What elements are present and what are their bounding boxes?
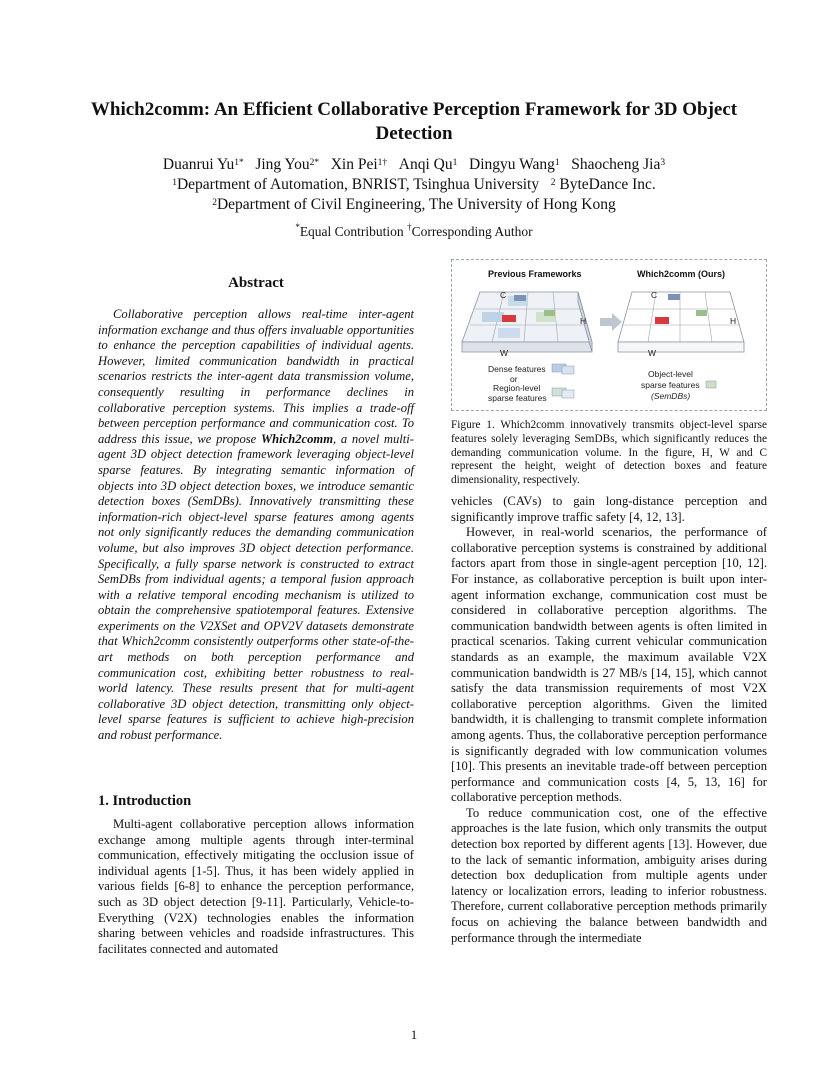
contribution-note: *Equal Contribution †Corresponding Author — [295, 222, 533, 239]
object-feature-grid — [618, 292, 744, 352]
author-name: Duanrui Yu — [162, 156, 235, 173]
author-block — [60, 155, 768, 215]
legend-object-label-1: Object-level — [648, 369, 693, 379]
figure-diagram — [452, 260, 766, 410]
author-list — [60, 155, 768, 175]
w-label-left: W — [500, 348, 509, 358]
abstract-heading: Abstract — [228, 275, 284, 291]
figure-right-title: Which2comm (Ours) — [637, 269, 726, 279]
author-affiliation-mark: 3 — [660, 158, 666, 168]
section-heading-introduction: 1. Introduction — [98, 793, 192, 809]
author-name: Jing You — [255, 156, 310, 173]
author-name: Shaocheng Jia — [571, 156, 661, 173]
figure-left-title: Previous Frameworks — [488, 269, 582, 279]
author-name: Xin Pei — [330, 156, 378, 173]
h-label-right: H — [730, 316, 737, 326]
figure-caption: Figure 1. Which2comm innovatively transmits object-level sparse features solely leveraging SemDBs, which significantly reduces the demanding communication volume. In the figure, H, W and C represent the height, weight of detection boxes and feature dimensionality, respectively. — [451, 419, 767, 487]
h-label-left: H — [580, 316, 587, 326]
dense-feature-grid — [462, 292, 592, 352]
paper-title: Which2comm: An Efficient Collaborative Perception Framework for 3D Object Detection — [90, 99, 738, 144]
w-label-right: W — [648, 348, 657, 358]
legend-object-label-3: (SemDBs) — [651, 391, 691, 401]
transition-arrow — [600, 313, 622, 331]
introduction-right-column: vehicles (CAVs) to gain long-distance perception and significantly improve traffic safety [4, 12, 13]. However, in real-world scenarios, the performance of collaborative perception systems is constrained by additional factors apart from those in single-agent perception [10, 12]. For instance, as collaborative perception is built upon inter-agent information exchange, communication cost must be considered in collaborative perception algorithms. The communication bandwidth between agents is often limited in practical scenarios. Taking current vehicular communication standards as an example, the maximum available V2X communication bandwidth is 27 MB/s [14, 15], which cannot satisfy the data transmission requirements of most V2X collaborative perception algorithms. Given the limited bandwidth, it is challenging to transmit complete information among agents. Thus, the collaborative perception performance is significantly degraded with low communication volumes [10]. This presents an inevitable trade-off between perception performance and communication costs [4, 5, 13, 16] for collaborative perception methods. To reduce communication cost, one of the effective approaches is the late fusion, which only transmits the output detection box reported by different agents [13]. However, due to the lack of semantic information, ambiguity arises during detection box deduplication from multiple agents under latency or localization errors, leading to inferior robustness. Therefore, current collaborative perception methods primarily focus on achieving the balance between bandwidth and performance through the intermediate — [451, 494, 767, 945]
legend-region-label-2: sparse features — [488, 393, 547, 403]
author-affiliation-mark: 1† — [377, 158, 388, 168]
abstract-body: Collaborative perception allows real-time inter-agent information exchange and thus offers invaluable opportunities to enhance the perception capabilities of individual agents. However, limited communication bandwidth in practical scenarios restricts the inter-agent data transmission volume, consequently resulting in performance declines in collaborative perception systems. This implies a trade-off between perception performance and communication cost. To address this issue, we propose Which2comm, a novel multi-agent 3D object detection framework leveraging object-level sparse features. By integrating semantic information of objects into 3D object detection boxes, we introduce semantic detection boxes (SemDBs). Innovatively transmitting these information-rich object-level sparse features among agents not only significantly reduces the demanding communication volume, but also improves 3D object detection performance. Specifically, a fully sparse network is constructed to extract SemDBs from individual agents; a temporal fusion approach with a relative temporal encoding mechanism is utilized to obtain the comprehensive spatiotemporal features. Extensive experiments on the V2XSet and OPV2V datasets demonstrate that Which2comm consistently outperforms other state-of-the-art methods on both perception performance and communication cost, exhibiting better robustness to real-world latency. These results present that for multi-agent collaborative 3D object detection, transmitting only object-level sparse features is sufficient to achieve high-precision and robust performance. — [98, 307, 414, 743]
page-number: 1 — [410, 1027, 418, 1042]
figure-1 — [451, 259, 767, 411]
affiliation-line-2: $^2$Department of Civil Engineering, The University of Hong Kong — [212, 196, 616, 213]
author-affiliation-mark: 1 — [452, 158, 458, 168]
framework-name: Which2comm — [260, 431, 334, 446]
author-name: Anqi Qu — [398, 156, 453, 173]
c-label-right: C — [651, 290, 658, 300]
author-affiliation-mark: 1* — [234, 158, 244, 168]
author-affiliation-mark: 2* — [309, 158, 320, 168]
legend-dense-label: Dense features — [488, 364, 546, 374]
introduction-left-column: Multi-agent collaborative perception allows information exchange among multiple agents through inter-terminal communication, effectively mitigating the occlusion issue of individual agents [1-5]. Thus, it has been widely applied in various fields [6-8] to enhance the perception performance, such as 3D object detection [9-11]. Particularly, Vehicle-to-Everything (V2X) technologies enables the information sharing between vehicles and roadside infrastructures. This facilitates connected and automated — [98, 817, 414, 956]
legend-object-label-2: sparse features — [641, 380, 700, 390]
c-label-left: C — [500, 290, 507, 300]
legend-region-label-1: Region-level — [493, 383, 541, 393]
author-affiliation-mark: 1 — [554, 158, 560, 168]
affiliation-line-1: $^1$Department of Automation, BNRIST, Tsinghua University $^2$ ByteDance Inc. — [172, 176, 656, 193]
legend-or-label: or — [510, 374, 518, 384]
author-name: Dingyu Wang — [469, 156, 555, 173]
